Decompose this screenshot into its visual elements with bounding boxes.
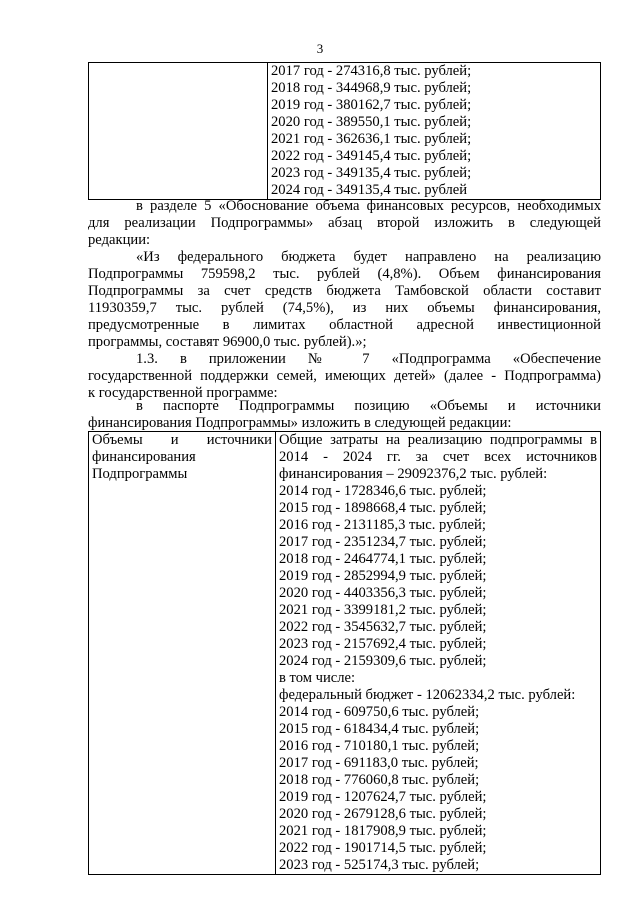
paragraph-federal-budget — [88, 249, 601, 351]
year-line: 2022 год - 349145,4 тыс. рублей; — [271, 148, 472, 164]
paragraph-line: редакции: — [88, 232, 151, 248]
right-cell-line: финансирования – 29092376,2 тыс. рублей: — [279, 466, 548, 482]
paragraph-passport — [88, 398, 601, 432]
left-cell-line: финансирования — [92, 449, 196, 465]
year-line: 2014 год - 1728346,6 тыс. рублей; — [279, 483, 487, 499]
year-line: 2020 год - 4403356,3 тыс. рублей; — [279, 585, 487, 601]
page-number: 3 — [316, 41, 324, 56]
year-line: 2023 год - 349135,4 тыс. рублей; — [271, 165, 472, 181]
paragraph-item-1-3 — [88, 351, 601, 402]
paragraph-line: финансирования Подпрограммы» изложить в следующей редакции: — [88, 415, 512, 431]
year-line: 2015 год - 618434,4 тыс. рублей; — [279, 721, 480, 737]
year-line: 2017 год - 691183,0 тыс. рублей; — [279, 755, 479, 771]
year-line: 2018 год - 344968,9 тыс. рублей; — [271, 80, 472, 96]
year-line: 2018 год - 2464774,1 тыс. рублей; — [279, 551, 487, 567]
table1-right-cell — [268, 63, 601, 200]
year-line: 2014 год - 609750,6 тыс. рублей; — [279, 704, 480, 720]
paragraph-line: 1.3. в приложении № 7 «Подпрограмма «Обеспечение — [136, 351, 601, 367]
including-label: в том числе: — [279, 670, 356, 686]
year-line: 2020 год - 389550,1 тыс. рублей; — [271, 114, 472, 130]
year-line: 2015 год - 1898668,4 тыс. рублей; — [279, 500, 487, 516]
year-line: 2019 год - 2852994,9 тыс. рублей; — [279, 568, 487, 584]
paragraph-line: к государственной программе: — [88, 385, 278, 401]
paragraph-line: в разделе 5 «Обоснование объема финансовых ресурсов, необходимых — [136, 198, 601, 214]
year-line: 2017 год - 274316,8 тыс. рублей; — [271, 63, 472, 79]
year-line: 2021 год - 1817908,9 тыс. рублей; — [279, 823, 487, 839]
paragraph-line: предусмотренные в лимитах областной адресной инвестиционной — [88, 317, 601, 333]
paragraph-line: для реализации Подпрограммы» абзац второй изложить в следующей — [88, 215, 601, 231]
year-line: 2016 год - 2131185,3 тыс. рублей; — [279, 517, 486, 533]
right-cell-line: 2014 - 2024 гг. за счет всех источников — [279, 449, 597, 465]
paragraph-line: программы, составят 96900,0 тыс. рублей).»; — [88, 334, 367, 350]
table1-left-cell — [89, 63, 268, 200]
year-line: 2018 год - 776060,8 тыс. рублей; — [279, 772, 480, 788]
subprogram-financing-table — [88, 431, 601, 875]
year-line: 2024 год - 2159309,6 тыс. рублей; — [279, 653, 487, 669]
paragraph-line: в паспорте Подпрограммы позицию «Объемы и источники — [136, 398, 601, 414]
year-line: 2023 год - 2157692,4 тыс. рублей; — [279, 636, 487, 652]
table2-left-cell — [89, 432, 276, 875]
year-line: 2024 год - 349135,4 тыс. рублей — [271, 182, 468, 198]
paragraph-line: государственной поддержки семей, имеющих детей» (далее - Подпрограмма) — [88, 368, 601, 384]
paragraph-line: Подпрограммы 759598,2 тыс. рублей (4,8%). Объем финансирования — [88, 266, 601, 282]
table2-right-cell — [276, 432, 601, 875]
year-line: 2019 год - 380162,7 тыс. рублей; — [271, 97, 472, 113]
paragraph-line: Подпрограммы за счет средств бюджета Тамбовской области составит — [88, 283, 601, 299]
paragraph-line: 11930359,7 тыс. рублей (74,5%), из них объемы финансирования, — [88, 300, 601, 316]
left-cell-line: Подпрограммы — [92, 466, 188, 482]
financing-table-continued — [88, 62, 601, 200]
year-line: 2020 год - 2679128,6 тыс. рублей; — [279, 806, 487, 822]
year-line: 2022 год - 3545632,7 тыс. рублей; — [279, 619, 487, 635]
year-line: 2022 год - 1901714,5 тыс. рублей; — [279, 840, 487, 856]
federal-budget-total: федеральный бюджет - 12062334,2 тыс. рублей: — [279, 687, 576, 703]
paragraph-line: «Из федерального бюджета будет направлено на реализацию — [136, 249, 601, 265]
paragraph-section5 — [88, 198, 601, 249]
year-line: 2023 год - 525174,3 тыс. рублей; — [279, 857, 480, 873]
year-line: 2019 год - 1207624,7 тыс. рублей; — [279, 789, 487, 805]
right-cell-line: Общие затраты на реализацию подпрограммы в — [279, 432, 597, 448]
year-line: 2021 год - 3399181,2 тыс. рублей; — [279, 602, 487, 618]
left-cell-line: Объемы и источники — [92, 432, 272, 448]
year-line: 2021 год - 362636,1 тыс. рублей; — [271, 131, 472, 147]
year-line: 2017 год - 2351234,7 тыс. рублей; — [279, 534, 487, 550]
year-line: 2016 год - 710180,1 тыс. рублей; — [279, 738, 480, 754]
